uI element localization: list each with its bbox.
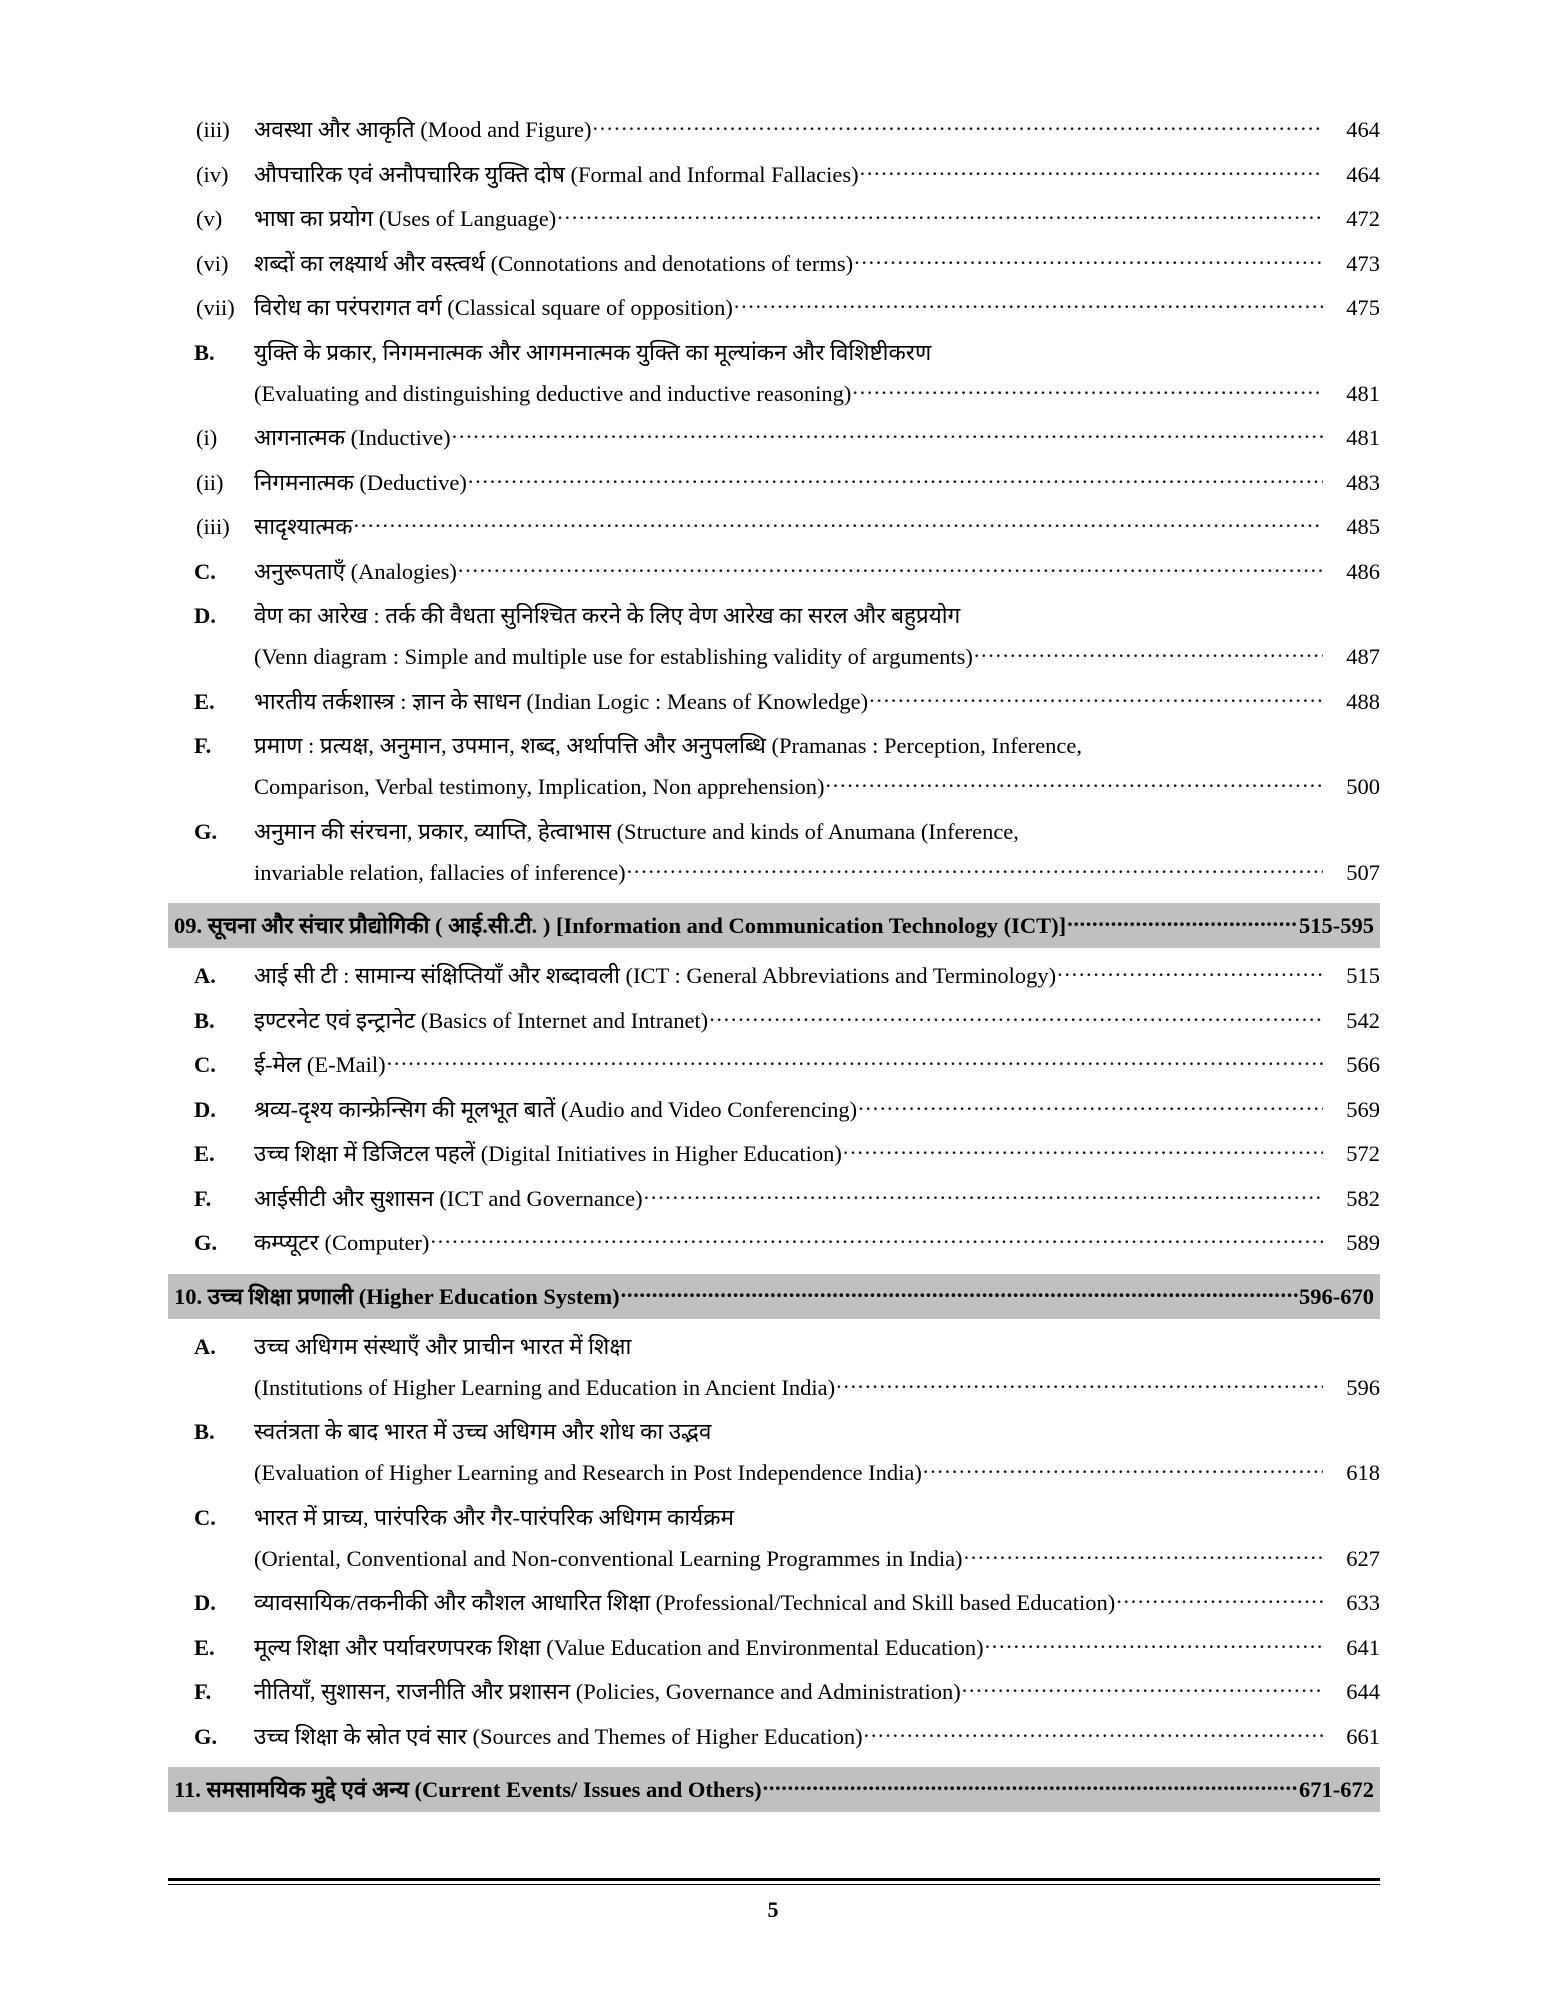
toc-entry <box>168 250 1380 277</box>
toc-entry <box>168 1140 1380 1167</box>
dot-leader <box>962 1683 1323 1699</box>
toc-entry <box>168 1051 1380 1078</box>
toc-entry <box>168 339 1380 366</box>
entry-title: अनुरूपताएँ (Analogies) <box>254 558 457 584</box>
dot-leader <box>353 518 1323 534</box>
entry-marker: A. <box>194 1333 216 1359</box>
entry-page-number: 483 <box>1346 469 1380 495</box>
entry-page-number: 515 <box>1346 963 1380 988</box>
entry-marker: G. <box>194 818 218 844</box>
toc-entry <box>168 1333 1380 1360</box>
entry-title: आगनात्मक (Inductive) <box>254 425 451 450</box>
dot-leader <box>592 121 1323 137</box>
entry-title: विरोध का परंपरागत वर्ग (Classical square of opposition) <box>254 295 733 320</box>
entry-marker: E. <box>194 1141 215 1166</box>
dot-leader <box>852 385 1323 401</box>
entry-marker: E. <box>194 1634 215 1660</box>
entry-marker: (vi) <box>196 250 229 276</box>
dot-leader <box>644 1190 1323 1206</box>
entry-title-line2: (Oriental, Conventional and Non-conventional Learning Programmes in India) <box>254 1545 963 1571</box>
entry-page-number: 644 <box>1346 1679 1380 1704</box>
entry-marker: B. <box>194 339 215 365</box>
entry-page-number: 486 <box>1346 558 1380 584</box>
entry-title-line2: (Evaluating and distinguishing deductive and inductive reasoning) <box>254 380 852 406</box>
entry-marker: B. <box>194 1419 215 1444</box>
entry-page-number: 641 <box>1346 1634 1380 1660</box>
entry-page-number: 542 <box>1346 1007 1380 1033</box>
entry-title: उच्च शिक्षा में डिजिटल पहलें (Digital Initiatives in Higher Education) <box>254 1141 842 1166</box>
dot-leader <box>1067 917 1298 933</box>
toc-section-heading <box>168 1767 1380 1812</box>
entry-title: ई-मेल (E-Mail) <box>254 1052 386 1077</box>
entry-page-number: 475 <box>1346 295 1380 320</box>
entry-marker: (iii) <box>196 117 230 142</box>
entry-title: उच्च अधिगम संस्थाएँ और प्राचीन भारत में शिक्षा <box>254 1333 632 1359</box>
entry-marker: D. <box>194 1096 216 1122</box>
entry-marker: (iv) <box>196 161 229 187</box>
toc-entry <box>168 962 1380 989</box>
dot-leader <box>627 864 1323 880</box>
toc-entry-continuation <box>168 380 1380 407</box>
entry-title-line2: invariable relation, fallacies of inference) <box>254 859 626 885</box>
entry-page-number: 627 <box>1346 1545 1380 1571</box>
entry-title: मूल्य शिक्षा और पर्यावरणपरक शिक्षा (Value Education and Environmental Education) <box>254 1634 984 1660</box>
entry-title: अनुमान की संरचना, प्रकार, व्याप्ति, हेत्वाभास (Structure and kinds of Anumana (Inference, <box>254 818 1019 844</box>
dot-leader <box>452 429 1323 445</box>
toc-entry <box>168 116 1380 143</box>
toc-entry <box>168 1096 1380 1123</box>
section-title: 10. उच्च शिक्षा प्रणाली (Higher Education System) <box>174 1283 620 1309</box>
toc-entry <box>168 1678 1380 1705</box>
entry-page-number: 566 <box>1346 1052 1380 1077</box>
dot-leader <box>964 1550 1323 1566</box>
entry-page-number: 582 <box>1346 1185 1380 1211</box>
entry-marker: G. <box>194 1723 218 1749</box>
entry-marker: (v) <box>196 206 223 231</box>
toc-entry-list <box>168 116 1380 1826</box>
dot-leader <box>974 648 1323 664</box>
dot-leader <box>734 299 1323 315</box>
footer-rule-thin <box>168 1884 1380 1885</box>
toc-section-heading <box>168 1274 1380 1319</box>
dot-leader <box>430 1234 1323 1250</box>
entry-marker: B. <box>194 1007 215 1033</box>
dot-leader <box>763 1781 1298 1797</box>
toc-entry <box>168 732 1380 759</box>
dot-leader <box>858 1101 1323 1117</box>
entry-title: वेण का आरेख : तर्क की वैधता सुनिश्चित करने के लिए वेण आरेख का सरल और बहुप्रयोग <box>254 603 961 628</box>
toc-entry <box>168 1589 1380 1616</box>
toc-entry-continuation <box>168 859 1380 886</box>
dot-leader <box>860 166 1323 182</box>
dot-leader <box>985 1639 1323 1655</box>
entry-title-line2: (Evaluation of Higher Learning and Research in Post Independence India) <box>254 1460 922 1485</box>
entry-title: शब्दों का लक्ष्यार्थ और वस्त्वर्थ (Connotations and denotations of terms) <box>254 250 854 276</box>
entry-marker: D. <box>194 1590 216 1615</box>
dot-leader <box>1116 1594 1323 1610</box>
entry-page-number: 633 <box>1346 1590 1380 1615</box>
toc-entry <box>168 558 1380 585</box>
toc-entry <box>168 602 1380 629</box>
toc-entry <box>168 1418 1380 1445</box>
entry-page-number: 473 <box>1346 250 1380 276</box>
dot-leader <box>923 1464 1323 1480</box>
dot-leader <box>854 255 1323 271</box>
entry-marker: F. <box>194 1679 212 1704</box>
entry-page-number: 661 <box>1346 1723 1380 1749</box>
toc-entry-continuation <box>168 773 1380 800</box>
toc-entry-continuation <box>168 1545 1380 1572</box>
entry-page-number: 569 <box>1346 1096 1380 1122</box>
entry-marker: (i) <box>196 425 218 450</box>
entry-title: अवस्था और आकृति (Mood and Figure) <box>254 117 592 142</box>
entry-title-line2: Comparison, Verbal testimony, Implication, Non apprehension) <box>254 774 825 799</box>
entry-title: इण्टरनेट एवं इन्ट्रानेट (Basics of Internet and Intranet) <box>254 1007 709 1033</box>
toc-entry-continuation <box>168 643 1380 670</box>
entry-title-line2: (Venn diagram : Simple and multiple use for establishing validity of arguments) <box>254 644 973 669</box>
toc-entry <box>168 294 1380 321</box>
entry-title: निगमनात्मक (Deductive) <box>254 469 467 495</box>
entry-page-number: 618 <box>1346 1460 1380 1485</box>
entry-title: स्वतंत्रता के बाद भारत में उच्च अधिगम और शोध का उद्भव <box>254 1419 712 1444</box>
toc-entry <box>168 1185 1380 1212</box>
entry-page-number: 572 <box>1346 1141 1380 1166</box>
dot-leader <box>468 474 1323 490</box>
entry-title: नीतियाँ, सुशासन, राजनीति और प्रशासन (Policies, Governance and Administration) <box>254 1679 961 1704</box>
toc-entry <box>168 1634 1380 1661</box>
entry-page-number: 481 <box>1346 380 1380 406</box>
entry-title-line2: (Institutions of Higher Learning and Education in Ancient India) <box>254 1374 836 1400</box>
dot-leader <box>826 778 1323 794</box>
entry-title: भारत में प्राच्य, पारंपरिक और गैर-पारंपरिक अधिगम कार्यक्रम <box>254 1504 734 1530</box>
toc-entry <box>168 513 1380 540</box>
toc-entry <box>168 161 1380 188</box>
entry-page-number: 464 <box>1346 161 1380 187</box>
entry-page-number: 589 <box>1346 1230 1380 1255</box>
entry-title: औपचारिक एवं अनौपचारिक युक्ति दोष (Formal and Informal Fallacies) <box>254 161 859 187</box>
entry-title: कम्प्यूटर (Computer) <box>254 1230 430 1255</box>
dot-leader <box>864 1728 1323 1744</box>
entry-page-number: 487 <box>1346 644 1380 669</box>
section-title: 09. सूचना और संचार प्रौद्योगिकी ( आई.सी.टी. ) [Information and Communication Technology (ICT)] <box>174 913 1067 938</box>
entry-marker: F. <box>194 733 212 758</box>
entry-marker: G. <box>194 1230 218 1255</box>
entry-marker: C. <box>194 1052 216 1077</box>
section-page-range: 671-672 <box>1299 1777 1374 1802</box>
dot-leader <box>1057 967 1323 983</box>
dot-leader <box>621 1288 1298 1304</box>
toc-entry <box>168 205 1380 232</box>
entry-marker: C. <box>194 1504 216 1530</box>
entry-page-number: 485 <box>1346 514 1380 539</box>
section-page-range: 596-670 <box>1299 1283 1374 1309</box>
entry-marker: C. <box>194 558 216 584</box>
entry-page-number: 500 <box>1346 774 1380 799</box>
entry-page-number: 481 <box>1346 425 1380 450</box>
entry-page-number: 488 <box>1346 688 1380 714</box>
entry-marker: E. <box>194 688 215 714</box>
entry-title: भाषा का प्रयोग (Uses of Language) <box>254 206 557 231</box>
toc-entry-continuation <box>168 1374 1380 1401</box>
entry-title: आईसीटी और सुशासन (ICT and Governance) <box>254 1185 643 1211</box>
footer-rule-thick <box>168 1878 1380 1881</box>
toc-entry <box>168 1007 1380 1034</box>
entry-marker: F. <box>194 1185 212 1211</box>
entry-title: व्यावसायिक/तकनीकी और कौशल आधारित शिक्षा (Professional/Technical and Skill based Education) <box>254 1590 1116 1615</box>
toc-entry <box>168 1504 1380 1531</box>
entry-marker: (ii) <box>196 469 224 495</box>
entry-marker: (iii) <box>196 514 230 539</box>
toc-entry <box>168 1229 1380 1256</box>
entry-page-number: 596 <box>1346 1374 1380 1400</box>
page-number: 5 <box>767 1897 779 1922</box>
dot-leader <box>387 1056 1323 1072</box>
dot-leader <box>557 210 1323 226</box>
section-title: 11. समसामयिक मुद्दे एवं अन्य (Current Events/ Issues and Others) <box>174 1777 762 1802</box>
entry-title: सादृश्यात्मक <box>254 514 353 539</box>
toc-entry <box>168 424 1380 451</box>
dot-leader <box>458 563 1323 579</box>
toc-entry <box>168 469 1380 496</box>
entry-title: प्रमाण : प्रत्यक्ष, अनुमान, उपमान, शब्द, अर्थापत्ति और अनुपलब्धि (Pramanas : Perception, Inference, <box>254 733 1083 758</box>
section-page-range: 515-595 <box>1299 913 1374 938</box>
entry-marker: (vii) <box>196 295 235 320</box>
toc-entry <box>168 688 1380 715</box>
entry-page-number: 472 <box>1346 206 1380 231</box>
dot-leader <box>843 1145 1323 1161</box>
entry-title: भारतीय तर्कशास्त्र : ज्ञान के साधन (Indian Logic : Means of Knowledge) <box>254 688 869 714</box>
toc-section-heading <box>168 903 1380 948</box>
dot-leader <box>836 1379 1323 1395</box>
entry-marker: A. <box>194 963 216 988</box>
entry-title: युक्ति के प्रकार, निगमनात्मक और आगमनात्मक युक्ति का मूल्यांकन और विशिष्टीकरण <box>254 339 932 365</box>
entry-page-number: 507 <box>1346 859 1380 885</box>
toc-entry <box>168 818 1380 845</box>
entry-page-number: 464 <box>1346 117 1380 142</box>
entry-title: उच्च शिक्षा के स्रोत एवं सार (Sources and Themes of Higher Education) <box>254 1723 863 1749</box>
entry-title: श्रव्य-दृश्य कान्फ्रेन्सिग की मूलभूत बातें (Audio and Video Conferencing) <box>254 1096 858 1122</box>
dot-leader <box>869 693 1323 709</box>
entry-marker: D. <box>194 603 216 628</box>
entry-title: आई सी टी : सामान्य संक्षिप्तियाँ और शब्दावली (ICT : General Abbreviations and Terminology) <box>254 963 1057 988</box>
toc-entry <box>168 1723 1380 1750</box>
dot-leader <box>709 1012 1323 1028</box>
toc-entry-continuation <box>168 1459 1380 1486</box>
